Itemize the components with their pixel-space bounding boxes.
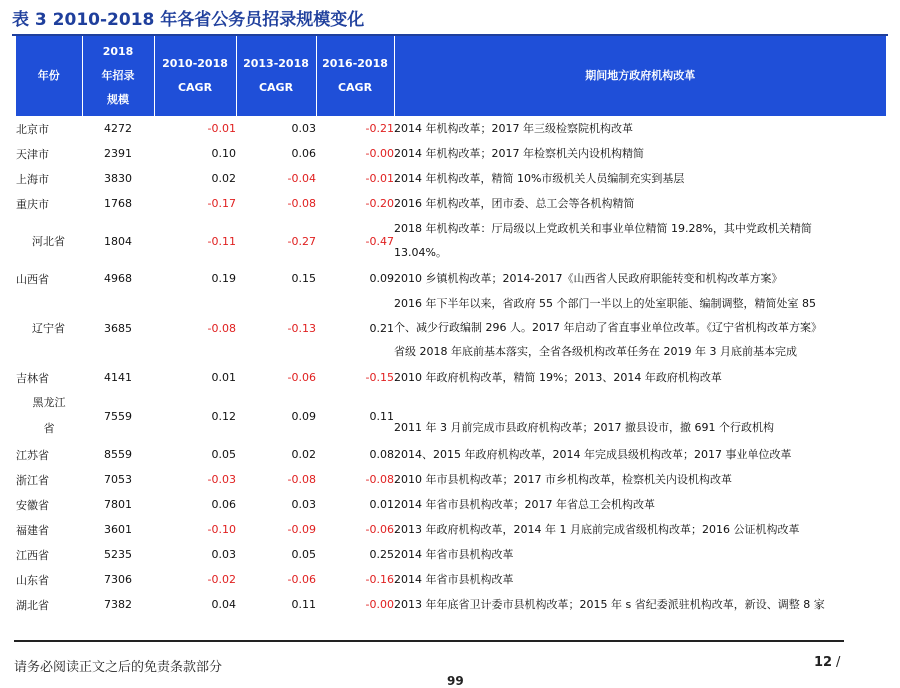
province-cell: 福建省: [16, 523, 49, 537]
recruit-cell: 2391: [104, 147, 132, 160]
province-cell: 山东省: [16, 573, 49, 587]
reform-line: 2013 年年底省卫计委市县机构改革；2015 年 s 省纪委派驻机构改革，新设、调整 8 家: [394, 597, 825, 611]
recruit-cell: 3830: [104, 172, 132, 185]
reform-line: 2018 年机构改革：厅局级以上党政机关和事业单位精简 19.28%，其中党政机关精简: [394, 222, 812, 235]
cagr-cell: 0.02: [291, 448, 316, 461]
cagr-cell: 0.06: [211, 498, 236, 511]
header-cagr-2010: 2010-2018 CAGR: [154, 36, 236, 116]
cagr-cell: -0.04: [287, 172, 316, 185]
cagr-cell: 0.01: [211, 371, 236, 384]
cagr-cell: 0.19: [211, 272, 236, 285]
province-cell: 北京市: [16, 122, 49, 136]
cagr-cell: 0.21: [369, 321, 394, 335]
table-row: [16, 517, 886, 542]
recruit-cell: 5235: [104, 548, 132, 561]
page-number-cut: 99: [447, 674, 464, 688]
province-cell: 辽宁省: [32, 322, 65, 335]
recruit-cell: 7559: [104, 409, 132, 423]
province-cell: 天津市: [16, 147, 49, 161]
recruitment-table: [16, 36, 886, 617]
recruit-cell: 1768: [104, 197, 132, 210]
recruit-cell: 7306: [104, 573, 132, 586]
province-cell: 安徽省: [16, 498, 49, 512]
province-cell: 江苏省: [16, 448, 49, 462]
reform-cell: [394, 492, 886, 517]
table-row: [16, 216, 886, 266]
cagr-cell: -0.08: [365, 473, 394, 486]
reform-cell: [394, 266, 886, 291]
page-number: 12: [814, 655, 833, 670]
province-cell: 江西省: [16, 548, 49, 562]
cagr-cell: -0.47: [365, 234, 394, 248]
reform-line: 2014、2015 年政府机构改革，2014 年完成县级机构改革；2017 事业单位改革: [394, 447, 792, 461]
cagr-cell: 0.05: [291, 548, 316, 561]
cagr-cell: 0.04: [211, 598, 236, 611]
recruit-cell: 4968: [104, 272, 132, 285]
reform-line: 2010 年市县机构改革；2017 市乡机构改革，检察机关内设机构改革: [394, 472, 732, 486]
cagr-cell: 0.06: [291, 147, 316, 160]
table-row: [16, 166, 886, 191]
reform-cell: [394, 216, 886, 266]
cagr-cell: 0.08: [369, 448, 394, 461]
cagr-cell: -0.08: [207, 321, 236, 335]
table-row: [16, 542, 886, 567]
reform-cell: [394, 291, 886, 365]
table-row: [16, 442, 886, 467]
cagr-cell: -0.00: [365, 147, 394, 160]
reform-cell: [394, 116, 886, 141]
reform-cell: [394, 517, 886, 542]
cagr-cell: -0.06: [287, 573, 316, 586]
cagr-cell: -0.01: [207, 122, 236, 135]
reform-line: 2014 年省市县机构改革；2017 年省总工会机构改革: [394, 497, 655, 511]
header-cagr-2013: 2013-2018 CAGR: [236, 36, 316, 116]
reform-cell: [394, 365, 886, 390]
province-cell: [16, 390, 82, 442]
cagr-cell: -0.16: [365, 573, 394, 586]
reform-line: 2011 年 3 月前完成市县政府机构改革；2017 撤县设市，撤 691 个行政机构: [394, 421, 774, 434]
cagr-cell: -0.21: [365, 122, 394, 135]
recruit-cell: 4141: [104, 371, 132, 384]
table-title: 表 3 2010-2018 年各省公务员招录规模变化: [12, 6, 888, 36]
cagr-cell: 0.12: [211, 409, 236, 423]
table-row: [16, 116, 886, 141]
cagr-cell: 0.03: [211, 548, 236, 561]
cagr-cell: 0.25: [369, 548, 394, 561]
reform-line: 2014 年省市县机构改革: [394, 572, 514, 586]
cagr-cell: 0.01: [369, 498, 394, 511]
reform-line: [394, 392, 886, 416]
table-row: [16, 567, 886, 592]
cagr-cell: -0.11: [207, 234, 236, 248]
cagr-cell: 0.15: [291, 272, 316, 285]
reform-cell: [394, 390, 886, 442]
recruit-cell: 1804: [104, 234, 132, 248]
table-row: [16, 141, 886, 166]
cagr-cell: 0.05: [211, 448, 236, 461]
reform-cell: [394, 567, 886, 592]
recruit-cell: 7801: [104, 498, 132, 511]
cagr-cell: -0.20: [365, 197, 394, 210]
reform-line: 2014 年省市县机构改革: [394, 547, 514, 561]
cagr-cell: -0.17: [207, 197, 236, 210]
province-cell: 吉林省: [16, 371, 49, 385]
cagr-cell: -0.10: [207, 523, 236, 536]
reform-line: 2014 年机构改革；2017 年三级检察院机构改革: [394, 121, 633, 135]
recruit-cell: 7382: [104, 598, 132, 611]
reform-cell: [394, 592, 886, 617]
reform-line: 13.04%。: [394, 246, 447, 259]
footer-disclaimer: 请务必阅读正文之后的免责条款部分: [14, 660, 223, 675]
page-separator: /: [836, 655, 841, 670]
reform-line: 2014 年机构改革；2017 年检察机关内设机构精简: [394, 146, 644, 160]
cagr-cell: -0.06: [365, 523, 394, 536]
table-row: [16, 266, 886, 291]
recruit-cell: 3601: [104, 523, 132, 536]
table-row: [16, 592, 886, 617]
header-reform: 期间地方政府机构改革: [394, 36, 886, 116]
cagr-cell: -0.27: [287, 234, 316, 248]
cagr-cell: 0.09: [291, 409, 316, 423]
recruit-cell: 4272: [104, 122, 132, 135]
cagr-cell: 0.11: [369, 409, 394, 423]
cagr-cell: 0.10: [211, 147, 236, 160]
cagr-cell: 0.03: [291, 122, 316, 135]
reform-line: 省级 2018 年底前基本落实，全省各级机构改革任务在 2019 年 3 月底前基本完成: [394, 345, 797, 358]
cagr-cell: -0.08: [287, 473, 316, 486]
reform-line: 2016 年机构改革，团市委、总工会等各机构精简: [394, 196, 635, 210]
cagr-cell: -0.03: [207, 473, 236, 486]
table-row: [16, 492, 886, 517]
cagr-cell: -0.00: [365, 598, 394, 611]
cagr-cell: 0.02: [211, 172, 236, 185]
province-line: 省: [43, 422, 55, 435]
reform-line: 个、减少行政编制 296 人。2017 年启动了省直事业单位改革。《辽宁省机构改革方案》: [394, 321, 822, 334]
reform-cell: [394, 141, 886, 166]
cagr-cell: -0.06: [287, 371, 316, 384]
header-cagr-2016: 2016-2018 CAGR: [316, 36, 394, 116]
recruit-cell: 8559: [104, 448, 132, 461]
cagr-cell: 0.11: [291, 598, 316, 611]
table-row: [16, 191, 886, 216]
province-cell: 湖北省: [16, 598, 49, 612]
reform-cell: [394, 191, 886, 216]
reform-cell: [394, 467, 886, 492]
province-line: 黑龙江: [32, 396, 66, 409]
province-cell: 浙江省: [16, 473, 49, 487]
reform-line: 2010 乡镇机构改革；2014-2017《山西省人民政府职能转变和机构改革方案》: [394, 271, 783, 285]
reform-line: 2014 年机构改革，精简 10%市级机关人员编制充实到基层: [394, 171, 685, 185]
cagr-cell: 0.03: [291, 498, 316, 511]
reform-line: 2010 年政府机构改革，精简 19%；2013、2014 年政府机构改革: [394, 370, 722, 384]
reform-line: 2013 年政府机构改革，2014 年 1 月底前完成省级机构改革；2016 公证机构改革: [394, 522, 800, 536]
cagr-cell: -0.08: [287, 197, 316, 210]
cagr-cell: 0.09: [369, 272, 394, 285]
cagr-cell: -0.01: [365, 172, 394, 185]
cagr-cell: -0.09: [287, 523, 316, 536]
reform-cell: [394, 166, 886, 191]
cagr-cell: -0.02: [207, 573, 236, 586]
recruit-cell: 3685: [104, 321, 132, 335]
header-year: 年份: [16, 36, 82, 116]
footer-divider: [14, 640, 844, 642]
cagr-cell: -0.15: [365, 371, 394, 384]
table-row: [16, 365, 886, 390]
table-row: [16, 390, 886, 442]
reform-cell: [394, 542, 886, 567]
header-recruit: 2018 年招录 规模: [82, 36, 154, 116]
reform-line: 2016 年下半年以来，省政府 55 个部门一半以上的处室职能、编制调整，精简处室 85: [394, 297, 816, 310]
province-cell: 上海市: [16, 172, 49, 186]
cagr-cell: -0.13: [287, 321, 316, 335]
reform-cell: [394, 442, 886, 467]
province-cell: 重庆市: [16, 197, 49, 211]
province-cell: 河北省: [32, 235, 65, 248]
table-row: [16, 467, 886, 492]
province-cell: 山西省: [16, 272, 49, 286]
table-row: [16, 291, 886, 365]
recruit-cell: 7053: [104, 473, 132, 486]
